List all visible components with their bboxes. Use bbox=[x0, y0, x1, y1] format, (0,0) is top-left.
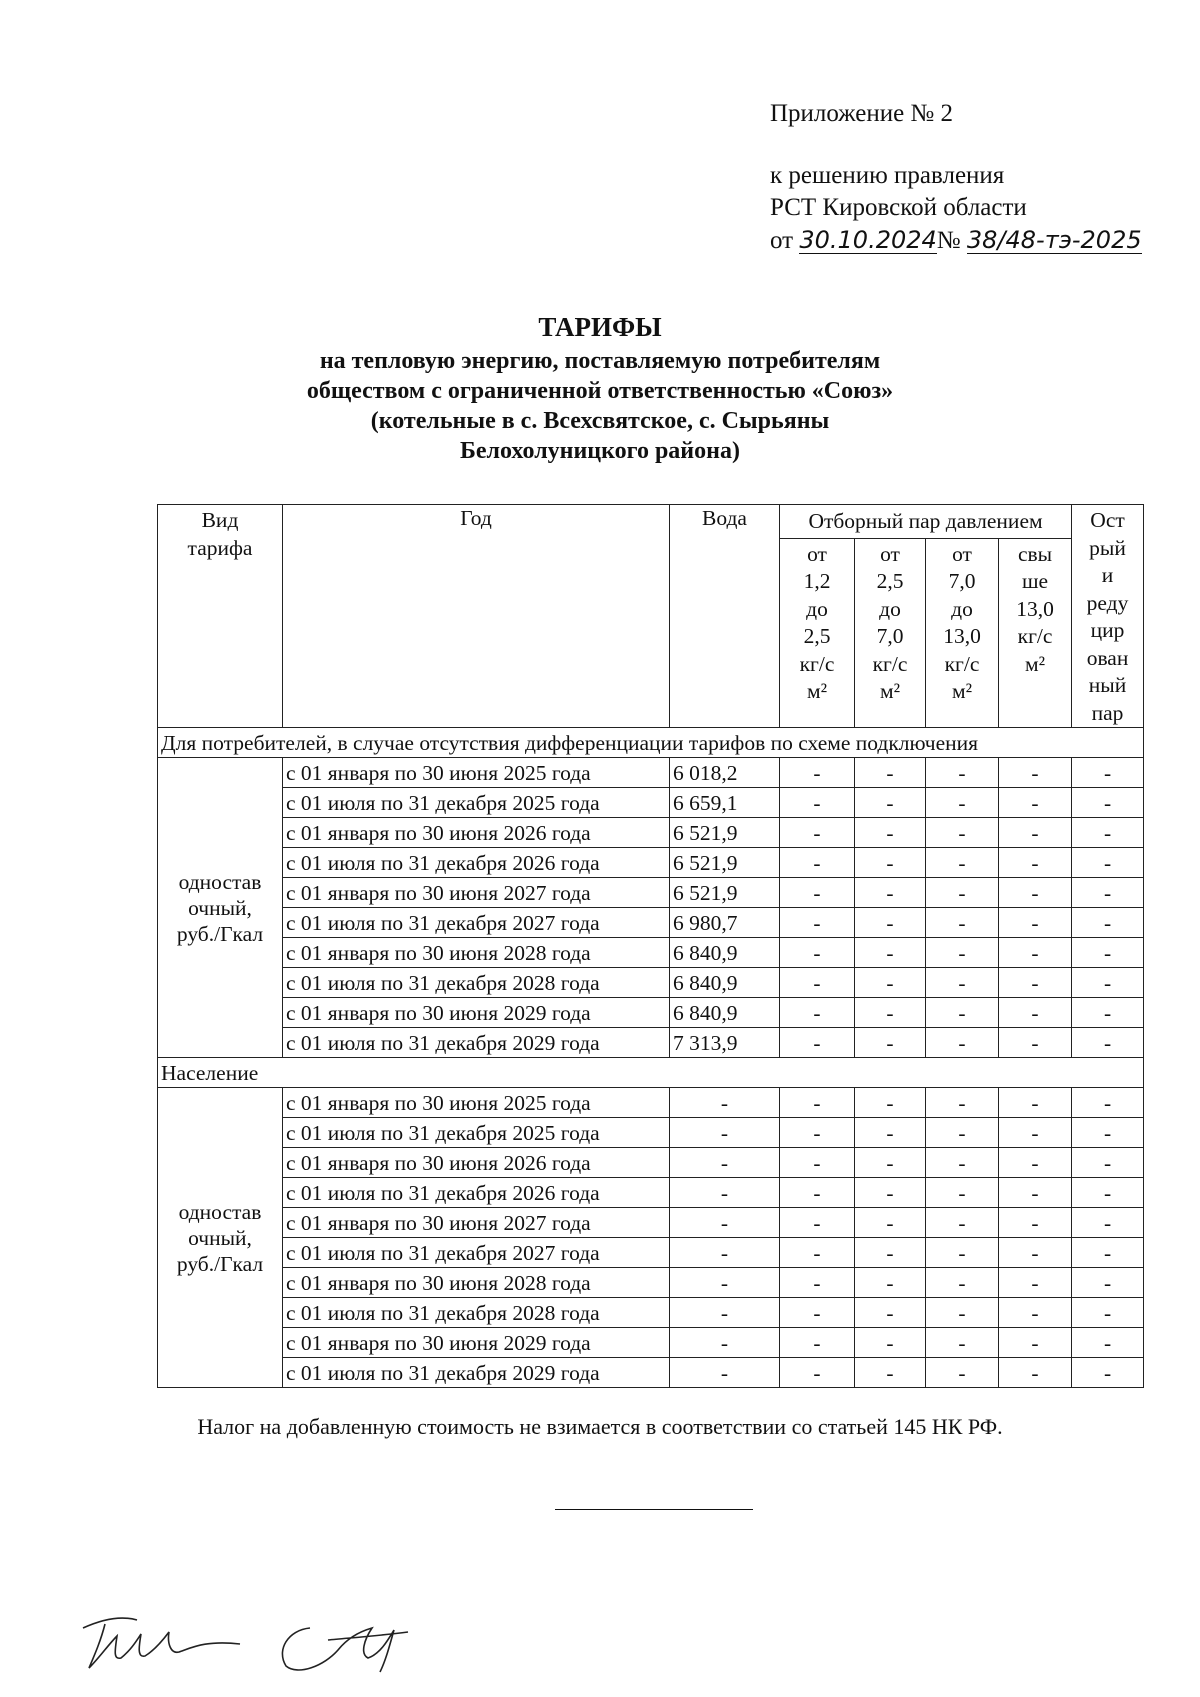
steam-tariff-cell: - bbox=[855, 1028, 926, 1058]
steam-tariff-cell: - bbox=[926, 1118, 999, 1148]
steam-tariff-cell: - bbox=[1072, 938, 1144, 968]
steam-tariff-cell: - bbox=[855, 998, 926, 1028]
tariff-category: одностав очный, руб./Гкал bbox=[158, 1088, 283, 1388]
steam-tariff-cell: - bbox=[780, 878, 855, 908]
steam-tariff-cell: - bbox=[855, 1298, 926, 1328]
steam-tariff-cell: - bbox=[926, 1088, 999, 1118]
steam-tariff-cell: - bbox=[1072, 758, 1144, 788]
appendix-block bbox=[770, 98, 1142, 257]
steam-tariff-cell: - bbox=[855, 1238, 926, 1268]
steam-tariff-cell: - bbox=[855, 1148, 926, 1178]
steam-tariff-cell: - bbox=[926, 788, 999, 818]
steam-tariff-cell: - bbox=[1072, 1328, 1144, 1358]
table-row bbox=[158, 1298, 1144, 1328]
steam-tariff-cell: - bbox=[780, 818, 855, 848]
steam-tariff-cell: - bbox=[1072, 998, 1144, 1028]
period-cell: с 01 января по 30 июня 2025 года bbox=[283, 758, 670, 788]
period-cell: с 01 июля по 31 декабря 2029 года bbox=[283, 1358, 670, 1388]
table-row bbox=[158, 1358, 1144, 1388]
steam-tariff-cell: - bbox=[855, 1208, 926, 1238]
section-row bbox=[158, 1058, 1144, 1088]
steam-tariff-cell: - bbox=[926, 908, 999, 938]
water-tariff-cell: - bbox=[670, 1298, 780, 1328]
period-cell: с 01 января по 30 июня 2028 года bbox=[283, 1268, 670, 1298]
period-cell: с 01 января по 30 июня 2029 года bbox=[283, 1328, 670, 1358]
steam-tariff-cell: - bbox=[926, 938, 999, 968]
table-row bbox=[158, 1268, 1144, 1298]
table-row bbox=[158, 1028, 1144, 1058]
steam-tariff-cell: - bbox=[1072, 1298, 1144, 1328]
water-tariff-cell: - bbox=[670, 1358, 780, 1388]
period-cell: с 01 июля по 31 декабря 2026 года bbox=[283, 848, 670, 878]
water-tariff-cell: 6 659,1 bbox=[670, 788, 780, 818]
steam-tariff-cell: - bbox=[926, 1178, 999, 1208]
steam-tariff-cell: - bbox=[926, 758, 999, 788]
steam-tariff-cell: - bbox=[780, 1298, 855, 1328]
steam-tariff-cell: - bbox=[926, 1208, 999, 1238]
decision-number: 38/48-тэ-2025 bbox=[966, 226, 1142, 254]
steam-tariff-cell: - bbox=[999, 908, 1072, 938]
steam-tariff-cell: - bbox=[1072, 1358, 1144, 1388]
steam-tariff-cell: - bbox=[999, 968, 1072, 998]
steam-tariff-cell: - bbox=[999, 1358, 1072, 1388]
header-steam-1-2-5: от 1,2 до 2,5 кг/с м² bbox=[780, 538, 855, 727]
table-row bbox=[158, 1238, 1144, 1268]
steam-tariff-cell: - bbox=[855, 1178, 926, 1208]
signature-1 bbox=[75, 1610, 250, 1680]
steam-tariff-cell: - bbox=[1072, 1268, 1144, 1298]
steam-tariff-cell: - bbox=[1072, 1238, 1144, 1268]
steam-tariff-cell: - bbox=[780, 788, 855, 818]
steam-tariff-cell: - bbox=[999, 788, 1072, 818]
steam-tariff-cell: - bbox=[855, 1118, 926, 1148]
steam-tariff-cell: - bbox=[1072, 1028, 1144, 1058]
steam-tariff-cell: - bbox=[855, 1268, 926, 1298]
section-title: Население bbox=[158, 1058, 1144, 1088]
water-tariff-cell: - bbox=[670, 1118, 780, 1148]
steam-tariff-cell: - bbox=[855, 878, 926, 908]
appendix-authority-line: РСТ Кировской области bbox=[770, 194, 1027, 221]
steam-tariff-cell: - bbox=[855, 758, 926, 788]
title-line-2: обществом с ограниченной ответственностью «Союз» bbox=[306, 378, 894, 404]
water-tariff-cell: 6 521,9 bbox=[670, 878, 780, 908]
steam-tariff-cell: - bbox=[780, 908, 855, 938]
steam-tariff-cell: - bbox=[999, 1208, 1072, 1238]
steam-tariff-cell: - bbox=[999, 818, 1072, 848]
water-tariff-cell: - bbox=[670, 1268, 780, 1298]
steam-tariff-cell: - bbox=[780, 1178, 855, 1208]
steam-tariff-cell: - bbox=[926, 1298, 999, 1328]
water-tariff-cell: 6 980,7 bbox=[670, 908, 780, 938]
steam-tariff-cell: - bbox=[926, 848, 999, 878]
steam-tariff-cell: - bbox=[926, 1358, 999, 1388]
steam-tariff-cell: - bbox=[926, 1148, 999, 1178]
steam-tariff-cell: - bbox=[780, 968, 855, 998]
header-steam-over-13: свы ше 13,0 кг/с м² bbox=[999, 538, 1072, 727]
table-row bbox=[158, 968, 1144, 998]
steam-tariff-cell: - bbox=[780, 848, 855, 878]
steam-tariff-cell: - bbox=[855, 968, 926, 998]
tariff-table bbox=[157, 504, 1144, 1388]
steam-tariff-cell: - bbox=[1072, 1208, 1144, 1238]
steam-tariff-cell: - bbox=[1072, 1178, 1144, 1208]
table-row bbox=[158, 1178, 1144, 1208]
steam-tariff-cell: - bbox=[926, 818, 999, 848]
water-tariff-cell: 7 313,9 bbox=[670, 1028, 780, 1058]
steam-tariff-cell: - bbox=[1072, 848, 1144, 878]
steam-tariff-cell: - bbox=[1072, 1148, 1144, 1178]
water-tariff-cell: 6 840,9 bbox=[670, 938, 780, 968]
period-cell: с 01 июля по 31 декабря 2025 года bbox=[283, 788, 670, 818]
steam-tariff-cell: - bbox=[1072, 788, 1144, 818]
water-tariff-cell: - bbox=[670, 1208, 780, 1238]
steam-tariff-cell: - bbox=[926, 998, 999, 1028]
period-cell: с 01 января по 30 июня 2029 года bbox=[283, 998, 670, 1028]
steam-tariff-cell: - bbox=[1072, 1088, 1144, 1118]
title-line-4: Белохолуницкого района) bbox=[460, 438, 740, 464]
period-cell: с 01 января по 30 июня 2026 года bbox=[283, 1148, 670, 1178]
period-cell: с 01 июля по 31 декабря 2027 года bbox=[283, 1238, 670, 1268]
steam-tariff-cell: - bbox=[780, 758, 855, 788]
header-water: Вода bbox=[670, 505, 780, 728]
period-cell: с 01 января по 30 июня 2027 года bbox=[283, 878, 670, 908]
section-title: Для потребителей, в случае отсутствия дифференциации тарифов по схеме подключения bbox=[158, 728, 1144, 758]
steam-tariff-cell: - bbox=[780, 998, 855, 1028]
steam-tariff-cell: - bbox=[999, 1238, 1072, 1268]
steam-tariff-cell: - bbox=[999, 1088, 1072, 1118]
signature-2 bbox=[268, 1610, 418, 1680]
steam-tariff-cell: - bbox=[1072, 878, 1144, 908]
steam-tariff-cell: - bbox=[780, 1028, 855, 1058]
steam-tariff-cell: - bbox=[926, 1268, 999, 1298]
water-tariff-cell: 6 840,9 bbox=[670, 968, 780, 998]
steam-tariff-cell: - bbox=[999, 878, 1072, 908]
period-cell: с 01 июля по 31 декабря 2027 года bbox=[283, 908, 670, 938]
steam-tariff-cell: - bbox=[855, 1328, 926, 1358]
period-cell: с 01 января по 30 июня 2026 года bbox=[283, 818, 670, 848]
table-row bbox=[158, 1328, 1144, 1358]
steam-tariff-cell: - bbox=[780, 938, 855, 968]
steam-tariff-cell: - bbox=[999, 1118, 1072, 1148]
steam-tariff-cell: - bbox=[999, 1298, 1072, 1328]
table-row bbox=[158, 1148, 1144, 1178]
table-row bbox=[158, 1208, 1144, 1238]
header-tariff-type: Вид тарифа bbox=[158, 505, 283, 728]
period-cell: с 01 января по 30 июня 2028 года bbox=[283, 938, 670, 968]
steam-tariff-cell: - bbox=[926, 878, 999, 908]
table-row bbox=[158, 908, 1144, 938]
header-steam-2-5-7: от 2,5 до 7,0 кг/с м² bbox=[855, 538, 926, 727]
steam-tariff-cell: - bbox=[855, 1088, 926, 1118]
table-row bbox=[158, 848, 1144, 878]
water-tariff-cell: 6 521,9 bbox=[670, 818, 780, 848]
table-row bbox=[158, 938, 1144, 968]
steam-tariff-cell: - bbox=[855, 1358, 926, 1388]
water-tariff-cell: - bbox=[670, 1328, 780, 1358]
steam-tariff-cell: - bbox=[999, 1268, 1072, 1298]
steam-tariff-cell: - bbox=[780, 1088, 855, 1118]
document-title bbox=[150, 312, 1050, 466]
period-cell: с 01 июля по 31 декабря 2028 года bbox=[283, 968, 670, 998]
steam-tariff-cell: - bbox=[999, 1328, 1072, 1358]
steam-tariff-cell: - bbox=[1072, 818, 1144, 848]
appendix-number: Приложение № 2 bbox=[770, 100, 954, 127]
steam-tariff-cell: - bbox=[1072, 908, 1144, 938]
water-tariff-cell: - bbox=[670, 1088, 780, 1118]
steam-tariff-cell: - bbox=[926, 1238, 999, 1268]
steam-tariff-cell: - bbox=[780, 1238, 855, 1268]
decision-date: 30.10.2024 bbox=[799, 226, 937, 254]
table-row bbox=[158, 1088, 1144, 1118]
table-row bbox=[158, 758, 1144, 788]
period-cell: с 01 января по 30 июня 2025 года bbox=[283, 1088, 670, 1118]
steam-tariff-cell: - bbox=[999, 1028, 1072, 1058]
header-row-1 bbox=[158, 505, 1144, 539]
period-cell: с 01 июля по 31 декабря 2026 года bbox=[283, 1178, 670, 1208]
steam-tariff-cell: - bbox=[780, 1358, 855, 1388]
appendix-decision-line: к решению правления bbox=[770, 162, 1005, 189]
period-cell: с 01 июля по 31 декабря 2029 года bbox=[283, 1028, 670, 1058]
steam-tariff-cell: - bbox=[1072, 1118, 1144, 1148]
title-line-3: (котельные в с. Всехсвятское, с. Сырьяны bbox=[370, 408, 830, 434]
table-row bbox=[158, 788, 1144, 818]
tariff-category: одностав очный, руб./Гкал bbox=[158, 758, 283, 1058]
table-row bbox=[158, 878, 1144, 908]
steam-tariff-cell: - bbox=[926, 1028, 999, 1058]
steam-tariff-cell: - bbox=[780, 1328, 855, 1358]
water-tariff-cell: 6 521,9 bbox=[670, 848, 780, 878]
steam-tariff-cell: - bbox=[855, 938, 926, 968]
steam-tariff-cell: - bbox=[999, 938, 1072, 968]
steam-tariff-cell: - bbox=[855, 788, 926, 818]
steam-tariff-cell: - bbox=[780, 1268, 855, 1298]
water-tariff-cell: 6 840,9 bbox=[670, 998, 780, 1028]
period-cell: с 01 июля по 31 декабря 2025 года bbox=[283, 1118, 670, 1148]
section-row bbox=[158, 728, 1144, 758]
steam-tariff-cell: - bbox=[999, 1148, 1072, 1178]
steam-tariff-cell: - bbox=[999, 758, 1072, 788]
tariff-table-body bbox=[158, 505, 1144, 1388]
steam-tariff-cell: - bbox=[780, 1208, 855, 1238]
steam-tariff-cell: - bbox=[780, 1148, 855, 1178]
water-tariff-cell: 6 018,2 bbox=[670, 758, 780, 788]
header-sharp-steam: Ост рый и реду цир ован ный пар bbox=[1072, 505, 1144, 728]
title-heading: ТАРИФЫ bbox=[538, 312, 662, 342]
appendix-date-line bbox=[770, 224, 1142, 257]
table-row bbox=[158, 998, 1144, 1028]
header-steam-7-13: от 7,0 до 13,0 кг/с м² bbox=[926, 538, 999, 727]
header-year: Год bbox=[283, 505, 670, 728]
title-line-1: на тепловую энергию, поставляемую потребителям bbox=[319, 348, 881, 374]
number-prefix: № bbox=[936, 227, 961, 254]
water-tariff-cell: - bbox=[670, 1148, 780, 1178]
closing-rule bbox=[555, 1509, 753, 1510]
water-tariff-cell: - bbox=[670, 1238, 780, 1268]
steam-tariff-cell: - bbox=[926, 1328, 999, 1358]
steam-tariff-cell: - bbox=[999, 1178, 1072, 1208]
steam-tariff-cell: - bbox=[926, 968, 999, 998]
vat-note: Налог на добавленную стоимость не взимается в соответствии со статьей 145 НК РФ. bbox=[197, 1414, 1003, 1439]
steam-tariff-cell: - bbox=[1072, 968, 1144, 998]
date-prefix: от bbox=[770, 227, 794, 254]
steam-tariff-cell: - bbox=[780, 1118, 855, 1148]
steam-tariff-cell: - bbox=[855, 818, 926, 848]
steam-tariff-cell: - bbox=[999, 998, 1072, 1028]
water-tariff-cell: - bbox=[670, 1178, 780, 1208]
steam-tariff-cell: - bbox=[999, 848, 1072, 878]
header-steam-group: Отборный пар давлением bbox=[780, 505, 1072, 539]
table-row bbox=[158, 818, 1144, 848]
table-row bbox=[158, 1118, 1144, 1148]
steam-tariff-cell: - bbox=[855, 908, 926, 938]
steam-tariff-cell: - bbox=[855, 848, 926, 878]
period-cell: с 01 января по 30 июня 2027 года bbox=[283, 1208, 670, 1238]
period-cell: с 01 июля по 31 декабря 2028 года bbox=[283, 1298, 670, 1328]
